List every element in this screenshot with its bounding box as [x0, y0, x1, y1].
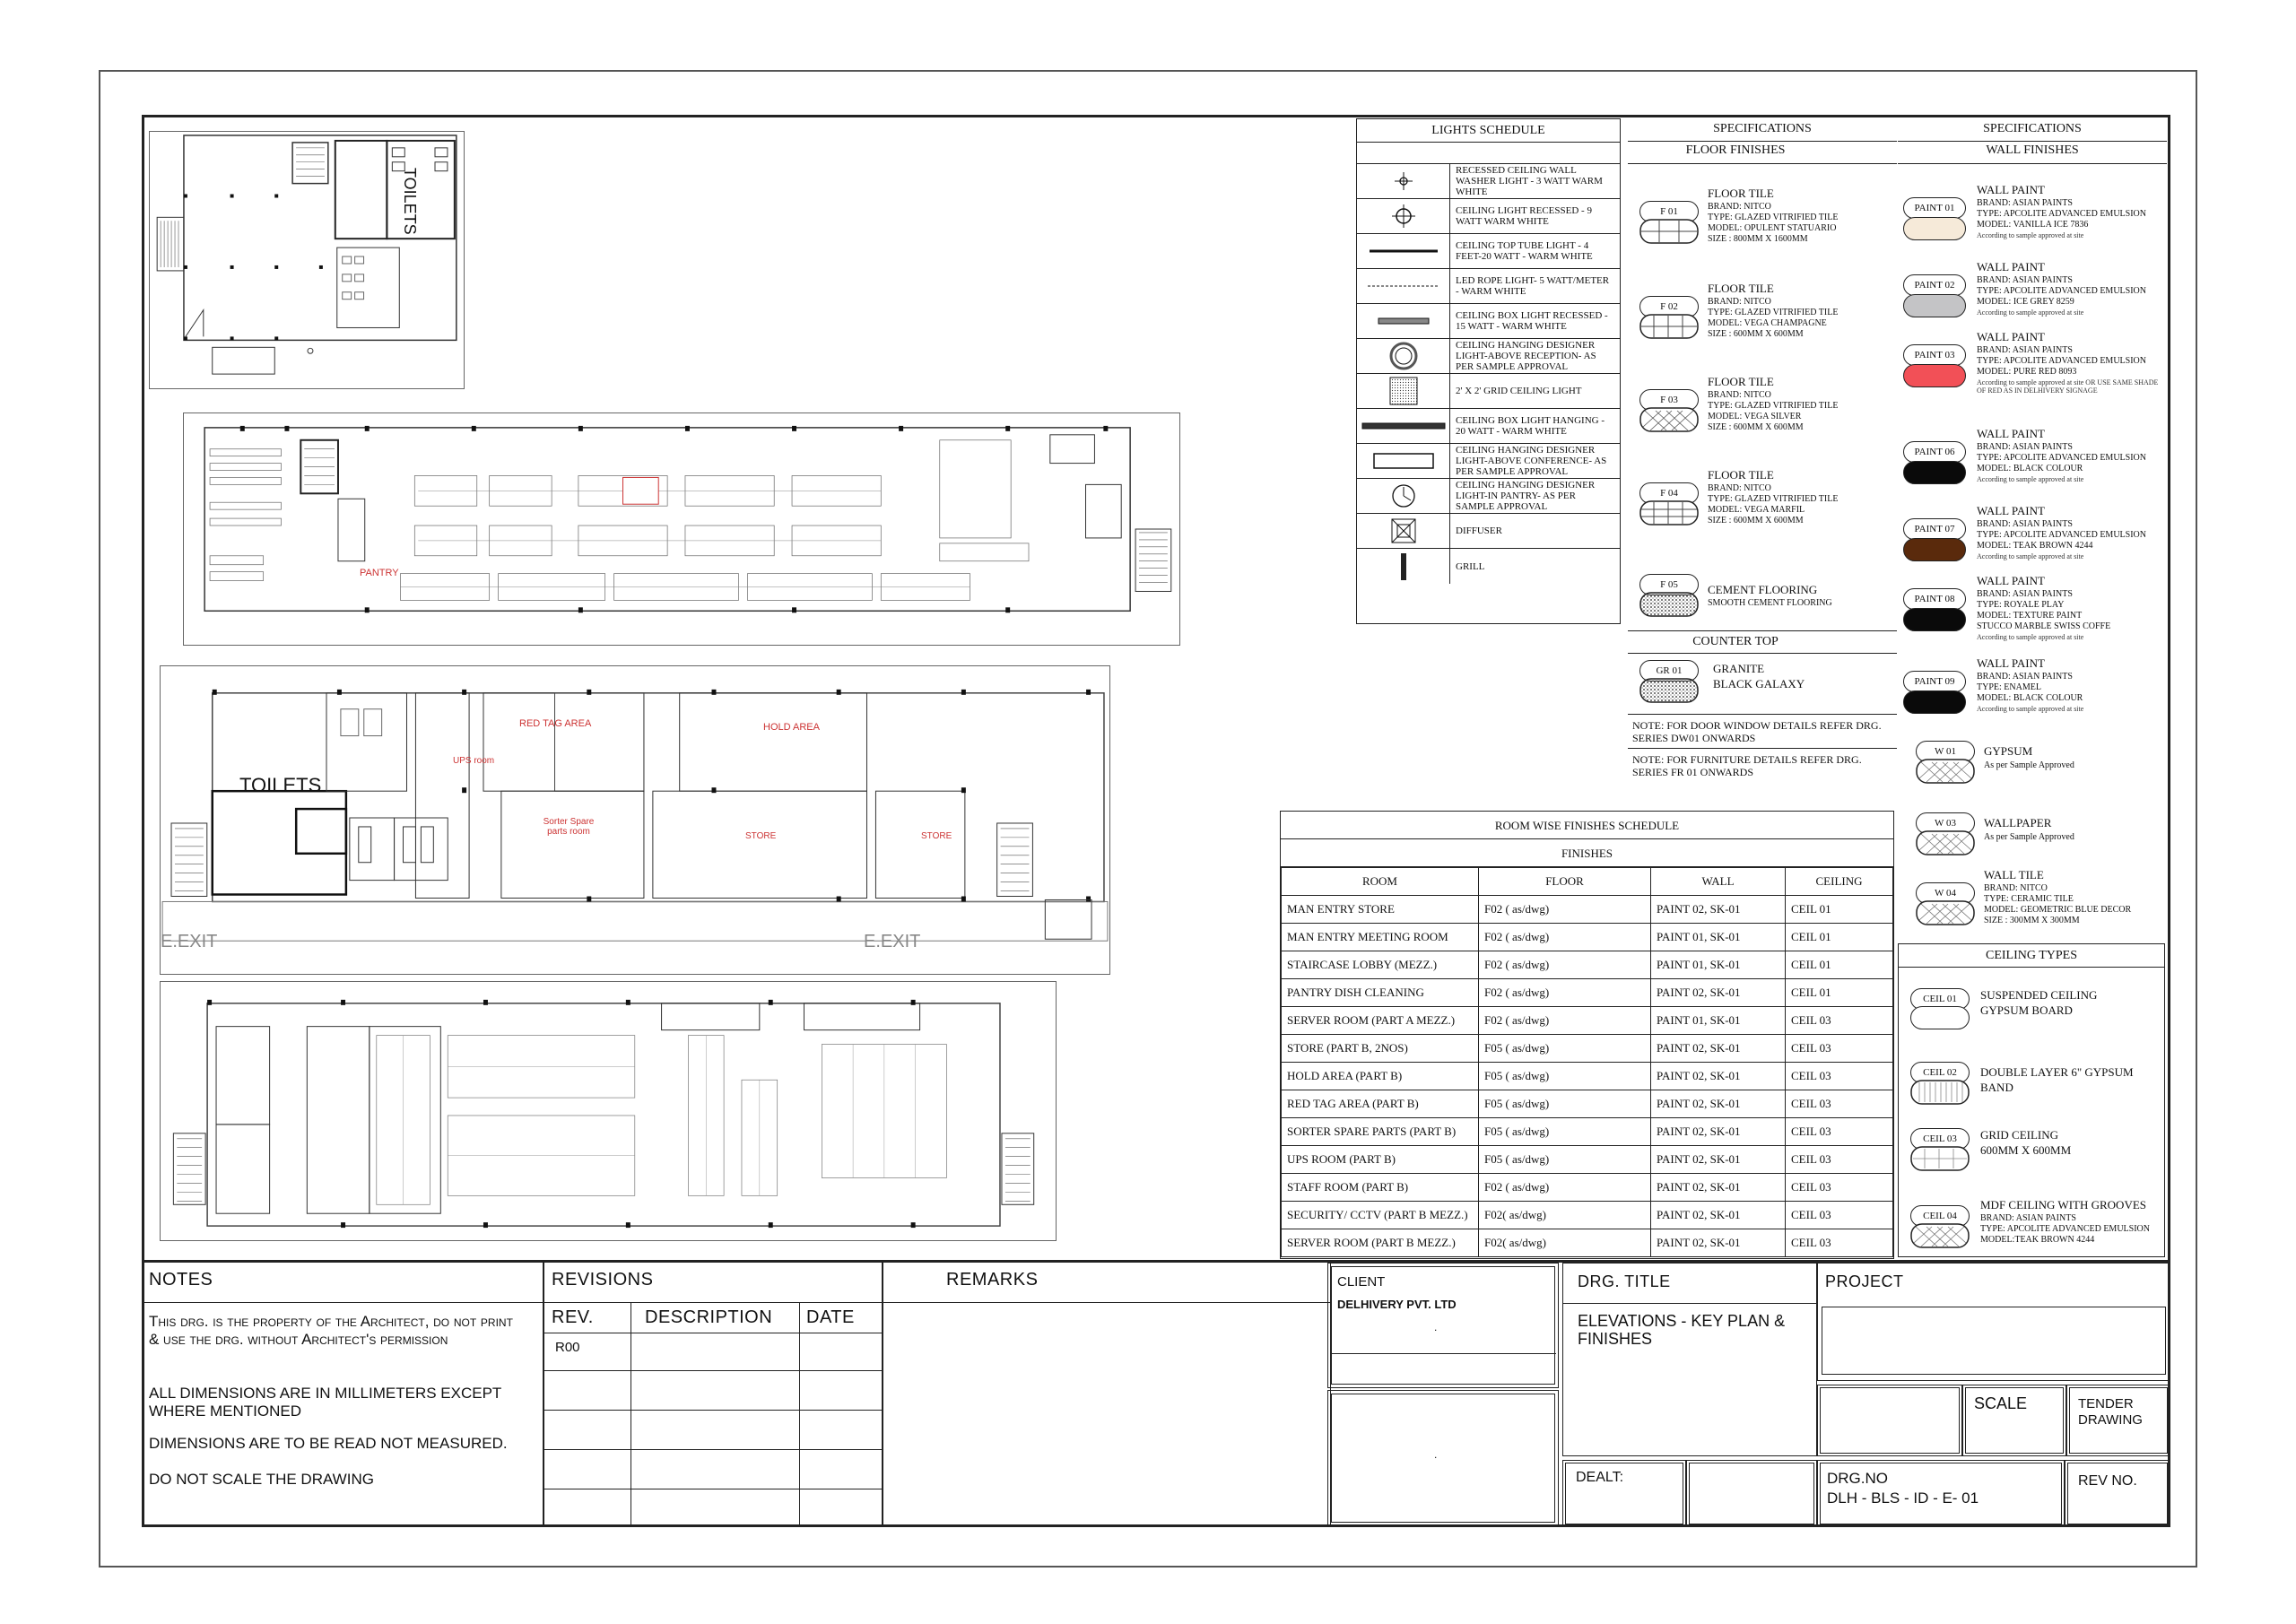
room-cell: SERVER ROOM (PART B MEZZ.) — [1282, 1229, 1479, 1257]
client-dot: . — [1434, 1321, 1438, 1333]
project-label: PROJECT — [1825, 1272, 1904, 1290]
room-schedule-subtitle: FINISHES — [1281, 839, 1893, 867]
paint-title: WALL PAINT — [1977, 260, 2045, 274]
paint-02-tag: PAINT 02 — [1903, 274, 1966, 296]
paint-06-tag: PAINT 06 — [1903, 441, 1966, 463]
floor-spec-title: SPECIFICATIONS — [1713, 122, 1812, 135]
paint-07-tag: PAINT 07 — [1903, 518, 1966, 540]
ceiling-cell: CEIL 03 — [1786, 1063, 1893, 1090]
ceil-01-tag: CEIL 01 — [1910, 988, 1970, 1010]
paint-line: TYPE: APCOLITE ADVANCED EMULSION — [1977, 453, 2146, 463]
table-row — [1282, 951, 1893, 979]
paint-03-tag: PAINT 03 — [1903, 344, 1966, 366]
scale-label: SCALE — [1974, 1394, 2028, 1412]
paint-07-swatch — [1903, 538, 1966, 561]
door-window-note: NOTE: FOR DOOR WINDOW DETAILS REFER DRG. SERIES DW01 ONWARDS — [1632, 719, 1882, 744]
wall-line: SIZE : 300MM X 300MM — [1984, 916, 2080, 925]
room-cell: STORE (PART B, 2NOS) — [1282, 1035, 1479, 1063]
key-plan-3-drawing — [161, 666, 1109, 974]
key-plan-2-drawing — [184, 413, 1179, 645]
light-row — [1357, 269, 1620, 304]
wall-line: MODEL: GEOMETRIC BLUE DECOR — [1984, 905, 2132, 915]
tender-label: TENDER DRAWING — [2078, 1396, 2143, 1428]
pantry-label: PANTRY — [360, 568, 399, 578]
floor-cell: F02 ( as/dwg) — [1479, 896, 1651, 924]
paint-02-swatch — [1903, 294, 1966, 317]
ceiling-cell: CEIL 03 — [1786, 1035, 1893, 1063]
wall-line: BRAND: NITCO — [1984, 883, 2048, 893]
light-text: CEILING TOP TUBE LIGHT - 4 FEET-20 WATT - WARM WHITE — [1456, 240, 1593, 262]
ceiling-cell: CEIL 01 — [1786, 979, 1893, 1007]
wall-cell: PAINT 02, SK-01 — [1651, 896, 1786, 924]
paint-note: According to sample approved at site — [1977, 552, 2084, 560]
floor-cell: F05 ( as/dwg) — [1479, 1118, 1651, 1146]
wall-tile-swatch-icon — [1916, 900, 1975, 925]
floor-cell: F02 ( as/dwg) — [1479, 1174, 1651, 1202]
table-row — [1282, 1174, 1893, 1202]
rev-no-section — [2065, 1460, 2170, 1527]
paint-line: MODEL: ICE GREY 8259 — [1977, 297, 2074, 307]
table-row — [1282, 1202, 1893, 1229]
wall-title: GYPSUM — [1984, 744, 2033, 758]
client-section — [1331, 1266, 1555, 1385]
table-row — [1282, 1118, 1893, 1146]
ceiling-line: BRAND: ASIAN PAINTS — [1980, 1213, 2076, 1223]
floor-tile-swatch-icon — [1639, 314, 1699, 339]
paint-line: MODEL: BLACK COLOUR — [1977, 693, 2083, 703]
table-row — [1282, 1090, 1893, 1118]
floor-title: CEMENT FLOORING — [1708, 583, 1818, 596]
paint-title: WALL PAINT — [1977, 656, 2045, 670]
floor-cell: F02( as/dwg) — [1479, 1229, 1651, 1257]
floor-tile-swatch-icon — [1639, 500, 1699, 525]
table-row — [1282, 1063, 1893, 1090]
ceiling-title: SUSPENDED CEILING — [1980, 988, 2098, 1002]
ceiling-cell: CEIL 01 — [1786, 896, 1893, 924]
ceil-04-tag: CEIL 04 — [1910, 1205, 1970, 1227]
drg-no-section — [1817, 1460, 2065, 1527]
ceiling-cell: CEIL 03 — [1786, 1202, 1893, 1229]
client-label: CLIENT — [1337, 1274, 1386, 1290]
ceil-03-tag: CEIL 03 — [1910, 1128, 1970, 1150]
client-dot-2: . — [1434, 1448, 1438, 1461]
paint-title: WALL PAINT — [1977, 504, 2045, 517]
ceil-01-swatch — [1910, 1006, 1970, 1029]
hold-area-label: HOLD AREA — [763, 722, 820, 733]
paint-line: BRAND: ASIAN PAINTS — [1977, 275, 2073, 285]
paint-line: BRAND: ASIAN PAINTS — [1977, 198, 2073, 208]
ceiling-cell: CEIL 01 — [1786, 924, 1893, 951]
wall-line: TYPE: CERAMIC TILE — [1984, 894, 2074, 904]
floor-cell: F05 ( as/dwg) — [1479, 1146, 1651, 1174]
w03-tag: W 03 — [1916, 812, 1975, 834]
floor-line: TYPE: GLAZED VITRIFIED TILE — [1708, 213, 1839, 222]
light-text: CEILING HANGING DESIGNER LIGHT-IN PANTRY- AS PER SAMPLE APPROVAL — [1456, 480, 1596, 512]
note-3: DIMENSIONS ARE TO BE READ NOT MEASURED. — [149, 1435, 508, 1452]
floor-tile-swatch-icon — [1639, 219, 1699, 244]
floor-title: FLOOR TILE — [1708, 282, 1774, 295]
ceiling-line: BAND — [1980, 1081, 2013, 1094]
client-name: DELHIVERY PVT. LTD — [1337, 1298, 1457, 1311]
paint-line: TYPE: APCOLITE ADVANCED EMULSION — [1977, 209, 2146, 219]
remarks-title: REMARKS — [946, 1270, 1039, 1290]
room-schedule-title: ROOM WISE FINISHES SCHEDULE — [1281, 812, 1893, 839]
room-cell: PANTRY DISH CLEANING — [1282, 979, 1479, 1007]
dealt-label: DEALT: — [1576, 1470, 1624, 1485]
tender-section — [2066, 1385, 2170, 1456]
wall-line: As per Sample Approved — [1984, 760, 2074, 770]
ceiling-line: TYPE: APCOLITE ADVANCED EMULSION — [1980, 1224, 2150, 1234]
counter-top-title: COUNTER TOP — [1692, 635, 1779, 648]
wall-cell: PAINT 02, SK-01 — [1651, 1146, 1786, 1174]
light-row — [1357, 339, 1620, 374]
floor-line: SIZE : 600MM X 600MM — [1708, 422, 1804, 432]
paint-line: TYPE: APCOLITE ADVANCED EMULSION — [1977, 530, 2146, 540]
drg-title: ELEVATIONS - KEY PLAN & FINISHES — [1578, 1312, 1786, 1348]
ceiling-types-title: CEILING TYPES — [1985, 949, 2078, 962]
floor-line: SMOOTH CEMENT FLOORING — [1708, 598, 1832, 608]
floor-line: SIZE : 600MM X 600MM — [1708, 516, 1804, 525]
table-row — [1282, 1035, 1893, 1063]
exit-label-1: E.EXIT — [161, 932, 218, 951]
rev-header: REV. — [552, 1307, 594, 1327]
floor-line: MODEL: VEGA SILVER — [1708, 412, 1802, 421]
floor-title: FLOOR TILE — [1708, 375, 1774, 388]
paint-line: MODEL: BLACK COLOUR — [1977, 464, 2083, 473]
wall-finishes-subtitle: WALL FINISHES — [1986, 143, 2079, 157]
table-row — [1282, 896, 1893, 924]
ceiling-title: GRID CEILING — [1980, 1128, 2059, 1142]
ceil-02-tag: CEIL 02 — [1910, 1062, 1970, 1083]
paint-line: BRAND: ASIAN PAINTS — [1977, 672, 2073, 682]
paint-note: According to sample approved at site — [1977, 633, 2084, 641]
table-row — [1282, 1229, 1893, 1257]
key-plan-1 — [149, 131, 465, 389]
toilets-label-1: TOILETS — [401, 168, 419, 235]
light-row — [1357, 374, 1620, 409]
floor-line: TYPE: GLAZED VITRIFIED TILE — [1708, 401, 1839, 411]
room-cell: SORTER SPARE PARTS (PART B) — [1282, 1118, 1479, 1146]
grid-ceiling-swatch-icon — [1910, 1146, 1970, 1171]
revisions-title: REVISIONS — [552, 1270, 654, 1290]
paint-line: BRAND: ASIAN PAINTS — [1977, 519, 2073, 529]
title-block — [142, 1260, 2170, 1527]
light-row — [1357, 514, 1620, 549]
notes-title: NOTES — [149, 1270, 213, 1290]
wall-cell: PAINT 02, SK-01 — [1651, 1118, 1786, 1146]
wall-title: WALL TILE — [1984, 868, 2044, 881]
wall-cell: PAINT 01, SK-01 — [1651, 924, 1786, 951]
rev-no-label: REV NO. — [2078, 1473, 2137, 1489]
key-plan-4-drawing — [161, 982, 1056, 1240]
floor-line: MODEL: VEGA MARFIL — [1708, 505, 1805, 515]
room-cell: MAN ENTRY MEETING ROOM — [1282, 924, 1479, 951]
diffuser-icon — [1390, 517, 1417, 544]
room-cell: UPS ROOM (PART B) — [1282, 1146, 1479, 1174]
furniture-note: NOTE: FOR FURNITURE DETAILS REFER DRG. SERIES FR 01 ONWARDS — [1632, 753, 1862, 778]
ceiling-line: 600MM X 600MM — [1980, 1143, 2072, 1157]
paint-title: WALL PAINT — [1977, 427, 2045, 440]
lights-schedule-title: LIGHTS SCHEDULE — [1357, 119, 1620, 143]
scale-section — [1962, 1385, 2066, 1456]
floor-line: MODEL: OPULENT STATUARIO — [1708, 223, 1837, 233]
tube-light-icon — [1368, 247, 1439, 256]
gypsum-swatch-icon — [1916, 759, 1975, 784]
floor-cell: F02 ( as/dwg) — [1479, 1007, 1651, 1035]
floor-cell: F05 ( as/dwg) — [1479, 1090, 1651, 1118]
drg-title-section — [1562, 1263, 1817, 1456]
paint-line: TYPE: ROYALE PLAY — [1977, 600, 2065, 610]
floor-line: BRAND: NITCO — [1708, 483, 1771, 493]
floor-finishes-subtitle: FLOOR FINISHES — [1685, 143, 1786, 157]
paint-line: MODEL: PURE RED 8093 — [1977, 367, 2077, 377]
lights-schedule — [1356, 118, 1621, 624]
col-room: ROOM — [1282, 868, 1479, 896]
floor-cell: F02 ( as/dwg) — [1479, 951, 1651, 979]
room-finishes-schedule — [1280, 811, 1894, 1259]
light-text: CEILING LIGHT RECESSED - 9 WATT WARM WHITE — [1456, 205, 1592, 227]
col-floor: FLOOR — [1479, 868, 1651, 896]
exit-label-2: E.EXIT — [864, 932, 921, 951]
light-text: RECESSED CEILING WALL WASHER LIGHT - 3 WATT WARM WHITE — [1456, 165, 1603, 197]
room-cell: HOLD AREA (PART B) — [1282, 1063, 1479, 1090]
light-text: LED ROPE LIGHT- 5 WATT/METER - WARM WHITE — [1456, 275, 1610, 297]
paint-09-swatch — [1903, 690, 1966, 714]
light-text: DIFFUSER — [1456, 525, 1502, 536]
table-row — [1282, 1007, 1893, 1035]
wall-cell: PAINT 02, SK-01 — [1651, 1202, 1786, 1229]
ceiling-light-recessed-icon — [1390, 203, 1417, 230]
floor-tag: F 03 — [1639, 389, 1699, 411]
grid-ceiling-light-icon — [1388, 376, 1419, 406]
light-row — [1357, 234, 1620, 269]
room-schedule-table — [1281, 867, 1893, 1257]
granite-tag: GR 01 — [1639, 660, 1699, 682]
room-cell: STAFF ROOM (PART B) — [1282, 1174, 1479, 1202]
ceiling-cell: CEIL 03 — [1786, 1007, 1893, 1035]
hanging-designer-light-icon — [1388, 341, 1419, 371]
table-row — [1282, 1146, 1893, 1174]
light-text: CEILING BOX LIGHT HANGING - 20 WATT - WARM WHITE — [1456, 415, 1605, 437]
wall-cell: PAINT 02, SK-01 — [1651, 1090, 1786, 1118]
ceiling-cell: CEIL 03 — [1786, 1118, 1893, 1146]
col-ceiling: CEILING — [1786, 868, 1893, 896]
paint-03-swatch — [1903, 364, 1966, 387]
paint-01-tag: PAINT 01 — [1903, 197, 1966, 219]
paint-line: STUCCO MARBLE SWISS COFFE — [1977, 621, 2111, 631]
col-wall: WALL — [1651, 868, 1786, 896]
floor-tag: F 05 — [1639, 574, 1699, 595]
scale-value-section — [1817, 1385, 1962, 1456]
paint-line: BRAND: ASIAN PAINTS — [1977, 345, 2073, 355]
paint-note: According to sample approved at site — [1977, 705, 2084, 713]
light-row — [1357, 444, 1620, 479]
granite-line1: GRANITE — [1713, 662, 1765, 675]
wall-cell: PAINT 02, SK-01 — [1651, 1174, 1786, 1202]
ceiling-line: GYPSUM BOARD — [1980, 1003, 2073, 1017]
remarks-section — [883, 1263, 1331, 1527]
room-cell: STAIRCASE LOBBY (MEZZ.) — [1282, 951, 1479, 979]
granite-swatch-icon — [1639, 678, 1699, 703]
key-plan-2 — [183, 413, 1180, 646]
light-text: CEILING HANGING DESIGNER LIGHT-ABOVE RECEPTION- AS PER SAMPLE APPROVAL — [1456, 340, 1596, 372]
dealt-value-section — [1686, 1460, 1817, 1527]
room-cell: SERVER ROOM (PART A MEZZ.) — [1282, 1007, 1479, 1035]
paint-title: WALL PAINT — [1977, 330, 2045, 343]
drg-no: DLH - BLS - ID - E- 01 — [1827, 1489, 1979, 1507]
box-light-hanging-icon — [1361, 421, 1447, 431]
paint-line: BRAND: ASIAN PAINTS — [1977, 442, 2073, 452]
date-header: DATE — [806, 1307, 855, 1327]
store-label-1: STORE — [745, 831, 777, 841]
paint-08-tag: PAINT 08 — [1903, 588, 1966, 610]
granite-line2: BLACK GALAXY — [1713, 677, 1805, 690]
paint-line: TYPE: APCOLITE ADVANCED EMULSION — [1977, 356, 2146, 366]
floor-cell: F02 ( as/dwg) — [1479, 924, 1651, 951]
wall-cell: PAINT 01, SK-01 — [1651, 951, 1786, 979]
w01-tag: W 01 — [1916, 741, 1975, 762]
light-text: 2' X 2' GRID CEILING LIGHT — [1456, 386, 1582, 396]
wall-cell: PAINT 02, SK-01 — [1651, 1063, 1786, 1090]
ceiling-cell: CEIL 03 — [1786, 1090, 1893, 1118]
grill-icon — [1398, 551, 1409, 582]
floor-cell: F02( as/dwg) — [1479, 1202, 1651, 1229]
notes-section — [142, 1263, 544, 1527]
floor-line: MODEL: VEGA CHAMPAGNE — [1708, 318, 1827, 328]
floor-title: FLOOR TILE — [1708, 187, 1774, 200]
floor-line: BRAND: NITCO — [1708, 390, 1771, 400]
hanging-designer-conference-icon — [1372, 451, 1435, 471]
paint-note: According to sample approved at site — [1977, 231, 2084, 239]
ups-room-label: UPS room — [453, 756, 495, 766]
floor-cell: F05 ( as/dwg) — [1479, 1035, 1651, 1063]
light-row — [1357, 479, 1620, 514]
light-text: CEILING BOX LIGHT RECESSED - 15 WATT - WARM WHITE — [1456, 310, 1608, 332]
client-sub-section — [1331, 1394, 1555, 1523]
ceiling-cell: CEIL 03 — [1786, 1146, 1893, 1174]
paint-line: MODEL: TEXTURE PAINT — [1977, 611, 2083, 621]
table-header-row — [1282, 868, 1893, 896]
store-label-2: STORE — [921, 831, 952, 841]
room-cell: SECURITY/ CCTV (PART B MEZZ.) — [1282, 1202, 1479, 1229]
wall-cell: PAINT 01, SK-01 — [1651, 1007, 1786, 1035]
room-cell: RED TAG AREA (PART B) — [1282, 1090, 1479, 1118]
light-row — [1357, 164, 1620, 199]
note-4: DO NOT SCALE THE DRAWING — [149, 1471, 374, 1488]
light-row — [1357, 549, 1620, 584]
paint-01-swatch — [1903, 217, 1966, 240]
key-plan-3 — [160, 665, 1110, 975]
ceiling-cell: CEIL 01 — [1786, 951, 1893, 979]
paint-note: According to sample approved at site OR USE SAME SHADE OF RED AS IN DELHIVERY SIGNAGE — [1977, 378, 2159, 395]
wallpaper-swatch-icon — [1916, 830, 1975, 855]
w04-tag: W 04 — [1916, 882, 1975, 904]
floor-tag: F 02 — [1639, 296, 1699, 317]
table-row — [1282, 924, 1893, 951]
floor-tag: F 01 — [1639, 201, 1699, 222]
light-row — [1357, 304, 1620, 339]
paint-note: According to sample approved at site — [1977, 475, 2084, 483]
rev-value: R00 — [555, 1340, 580, 1355]
paint-line: MODEL: TEAK BROWN 4244 — [1977, 541, 2093, 551]
paint-08-swatch — [1903, 608, 1966, 631]
ceiling-line: MODEL:TEAK BROWN 4244 — [1980, 1235, 2095, 1245]
paint-line: TYPE: APCOLITE ADVANCED EMULSION — [1977, 286, 2146, 296]
box-light-recessed-icon — [1377, 315, 1431, 327]
room-cell: MAN ENTRY STORE — [1282, 896, 1479, 924]
floor-line: BRAND: NITCO — [1708, 297, 1771, 307]
led-rope-light-icon — [1366, 282, 1441, 291]
paint-line: TYPE: ENAMEL — [1977, 682, 2041, 692]
floor-tile-crosshatch-icon — [1639, 407, 1699, 432]
paint-note: According to sample approved at site — [1977, 308, 2084, 317]
floor-line: SIZE : 800MM X 1600MM — [1708, 234, 1808, 244]
ceil-02-swatch-icon — [1910, 1080, 1970, 1105]
light-row — [1357, 409, 1620, 444]
light-text: CEILING HANGING DESIGNER LIGHT-ABOVE CONFERENCE- AS PER SAMPLE APPROVAL — [1456, 445, 1607, 477]
hanging-designer-pantry-icon — [1390, 482, 1417, 509]
project-section — [1817, 1263, 2170, 1381]
ceiling-title: DOUBLE LAYER 6" GYPSUM — [1980, 1065, 2134, 1079]
sorter-spare-label: Sorter Spare parts room — [543, 817, 595, 837]
wall-cell: PAINT 02, SK-01 — [1651, 1229, 1786, 1257]
paint-title: WALL PAINT — [1977, 574, 2045, 587]
floor-line: TYPE: GLAZED VITRIFIED TILE — [1708, 308, 1839, 317]
recessed-ceiling-wall-washer-icon — [1393, 170, 1414, 192]
paint-title: WALL PAINT — [1977, 183, 2045, 196]
floor-line: BRAND: NITCO — [1708, 202, 1771, 212]
wall-title: WALLPAPER — [1984, 816, 2052, 829]
cement-flooring-swatch-icon — [1639, 592, 1699, 617]
light-text: GRILL — [1456, 560, 1485, 572]
floor-tag: F 04 — [1639, 482, 1699, 504]
note-1: This drg. is the property of the Architect, do not print & use the drg. without Architect's permission — [149, 1313, 513, 1348]
ceiling-cell: CEIL 03 — [1786, 1174, 1893, 1202]
toilets-label-2: TOILETS — [239, 774, 322, 796]
red-tag-area-label: RED TAG AREA — [519, 718, 592, 729]
ceiling-cell: CEIL 03 — [1786, 1229, 1893, 1257]
note-2: ALL DIMENSIONS ARE IN MILLIMETERS EXCEPT WHERE MENTIONED — [149, 1385, 501, 1420]
key-plan-4 — [160, 981, 1057, 1241]
floor-cell: F05 ( as/dwg) — [1479, 1063, 1651, 1090]
paint-line: MODEL: VANILLA ICE 7836 — [1977, 220, 2089, 230]
wall-cell: PAINT 02, SK-01 — [1651, 1035, 1786, 1063]
dealt-section — [1562, 1460, 1686, 1527]
wall-cell: PAINT 02, SK-01 — [1651, 979, 1786, 1007]
wall-line: As per Sample Approved — [1984, 832, 2074, 842]
light-row — [1357, 199, 1620, 234]
ceiling-title: MDF CEILING WITH GROOVES — [1980, 1198, 2147, 1211]
table-row — [1282, 979, 1893, 1007]
description-header: DESCRIPTION — [645, 1307, 773, 1327]
revisions-section — [544, 1263, 883, 1527]
drg-no-label: DRG.NO — [1827, 1470, 1888, 1487]
floor-title: FLOOR TILE — [1708, 468, 1774, 482]
paint-06-swatch — [1903, 461, 1966, 484]
paint-line: BRAND: ASIAN PAINTS — [1977, 589, 2073, 599]
drg-title-label: DRG. TITLE — [1578, 1272, 1671, 1290]
floor-cell: F02 ( as/dwg) — [1479, 979, 1651, 1007]
wall-spec-title: SPECIFICATIONS — [1983, 122, 2082, 135]
mdf-ceiling-swatch-icon — [1910, 1223, 1970, 1248]
floor-line: SIZE : 600MM X 600MM — [1708, 329, 1804, 339]
floor-line: TYPE: GLAZED VITRIFIED TILE — [1708, 494, 1839, 504]
paint-09-tag: PAINT 09 — [1903, 671, 1966, 692]
